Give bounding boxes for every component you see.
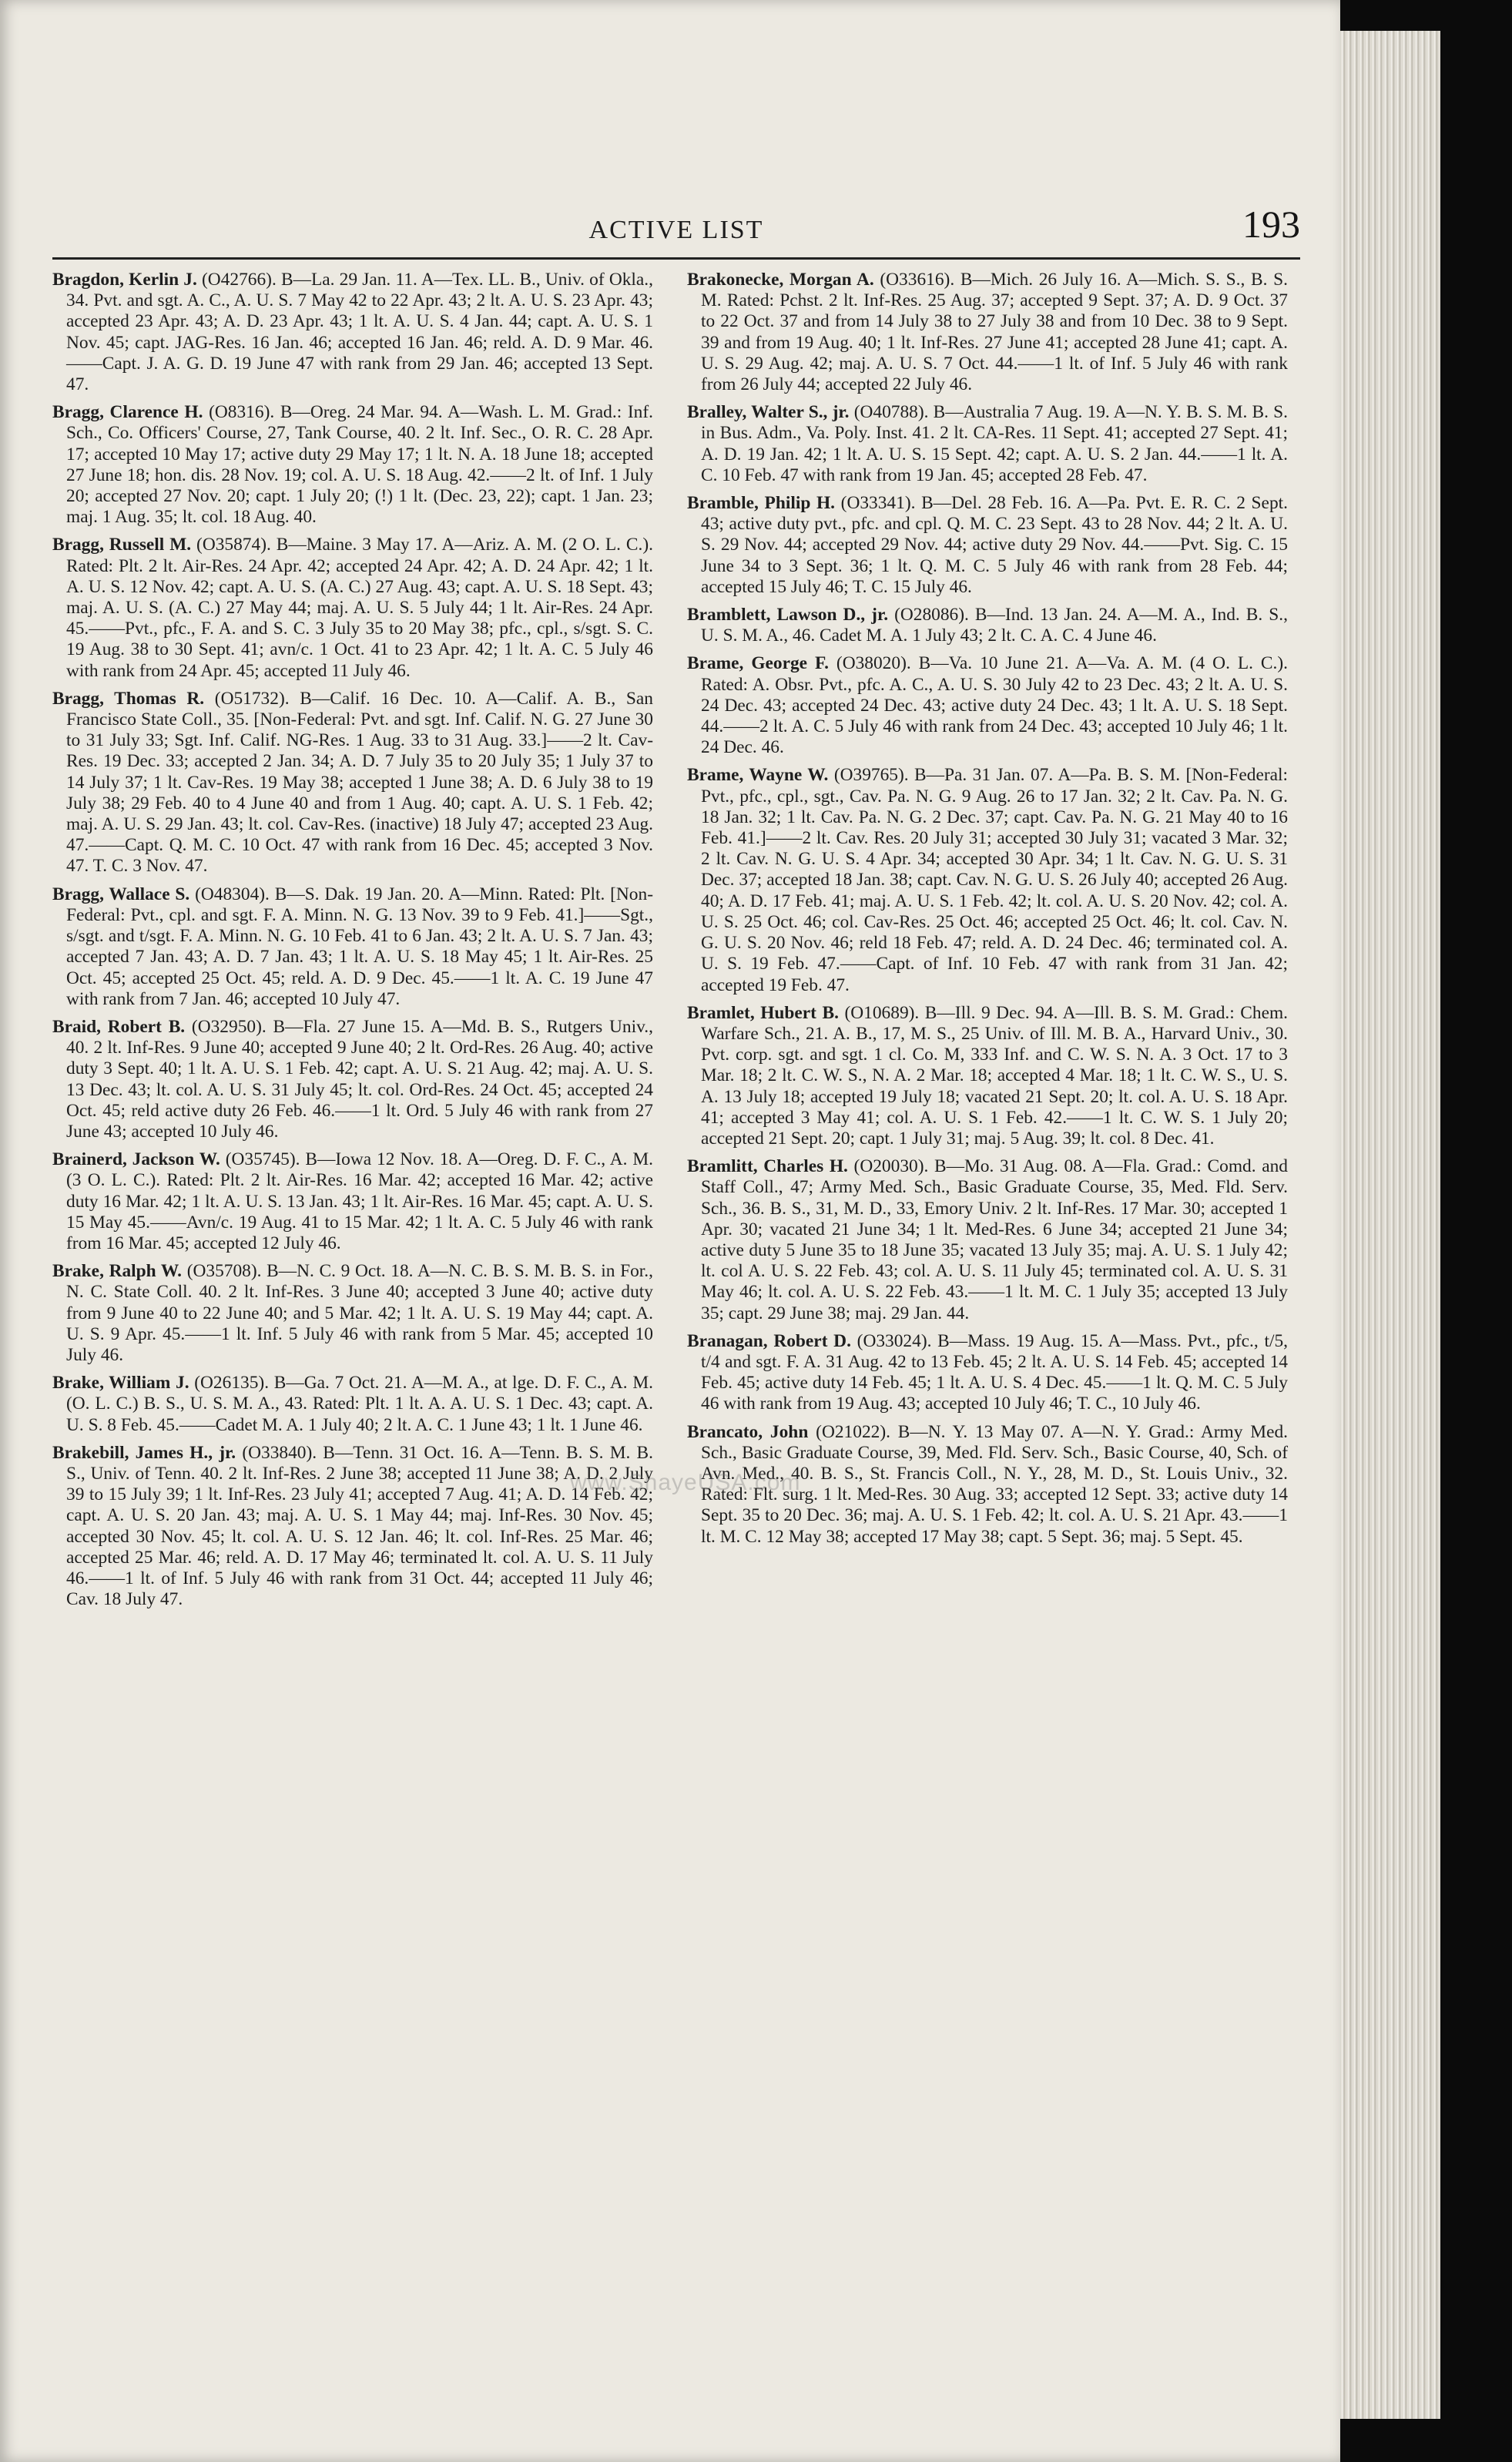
page-stack-edge: [1340, 31, 1440, 2419]
entry: [52, 1017, 653, 1142]
entry-text: (O33840). B—Tenn. 31 Oct. 16. A—Tenn. B. S. M. B. S., Univ. of Tenn. 40. 2 lt. Inf-Res. 2 June 38; accepted 11 June 38; A. D. 2 July 39 to 15 July 39; 1 lt. Inf-Res. 23 July 41; accepted 7 Aug. 41; A. D. 14 Feb. 42; capt. A. U. S. 20 Jan. 43; maj. A. U. S. 1 May 44; maj. Inf-Res. 30 Nov. 45; accepted 30 Nov. 45; lt. col. A. U. S. 12 Jan. 46; lt. col. Inf-Res. 25 Mar. 46; accepted 25 Mar. 46; reld. A. D. 17 May 46; terminated lt. col. A. U. S. 11 July 46.——1 lt. of Inf. 5 July 46 with rank from 31 Oct. 44; accepted 11 July 46; Cav. 18 July 47.: [66, 1442, 653, 1610]
entry-name: Bragdon, Kerlin J.: [52, 270, 197, 290]
entry-text: (O42766). B—La. 29 Jan. 11. A—Tex. LL. B., Univ. of Okla., 34. Pvt. and sgt. A. C., A. U. S. 7 May 42 to 22 Apr. 43; 2 lt. A. U. S. 23 Apr. 43; accepted 23 Apr. 43; A. D. 23 Apr. 43; 1 lt. A. U. S. 4 Jan. 44; capt. A. U. S. 1 Nov. 45; capt. JAG-Res. 16 Jan. 46; accepted 16 Jan. 46; reld. A. D. 9 Mar. 46.——Capt. J. A. G. D. 19 June 47 with rank from 29 Jan. 46; accepted 13 Sept. 47.: [66, 270, 653, 395]
entry-name: Brake, William J.: [52, 1373, 189, 1394]
entry-name: Brake, Ralph W.: [52, 1261, 183, 1282]
entry-name: Brame, Wayne W.: [687, 765, 829, 786]
entry: [687, 402, 1288, 486]
entry-text: (O8316). B—Oreg. 24 Mar. 94. A—Wash. L. M. Grad.: Inf. Sch., Co. Officers' Course, 27, Tank Course, 40. 2 lt. Inf. Sec., O. R. C. 28 Apr. 17; accepted 10 May 17; active duty 29 May 17; 1 lt. N. A. 18 June 18; accepted 27 June 18; hon. dis. 28 Nov. 19; col. A. U. S. 18 Aug. 42.——2 lt. of Inf. 1 July 20; accepted 27 Nov. 20; capt. 1 July 20; (!) 1 lt. (Dec. 23, 22); capt. 1 Jan. 23; maj. 1 Aug. 35; lt. col. 18 Aug. 40.: [66, 402, 653, 528]
entry-name: Bramlitt, Charles H.: [687, 1156, 848, 1177]
entry-text: (O33616). B—Mich. 26 July 16. A—Mich. S. S., B. S. M. Rated: Pchst. 2 lt. Inf-Res. 25 Aug. 37; accepted 9 Sept. 37; A. D. 9 Oct. 37 to 22 Oct. 37 and from 14 July 38 to 27 July 38 and from 10 Dec. 38 to 9 Sept. 39 and from 19 Aug. 40; 1 lt. Inf-Res. 27 June 41; accepted 28 June 41; capt. A. U. S. 29 Aug. 42; maj. A. U. S. 7 Oct. 44.——1 lt. of Inf. 5 July 46 with rank from 26 July 44; accepted 22 July 46.: [701, 270, 1288, 395]
entry: [687, 653, 1288, 758]
entry-text: (O33341). B—Del. 28 Feb. 16. A—Pa. Pvt. E. R. C. 2 Sept. 43; active duty pvt., pfc. and cpl. Q. M. C. 23 Sept. 43 to 28 Nov. 44; 2 lt. A. U. S. 29 Nov. 44; accepted 29 Nov. 44; active duty 29 Nov. 44.——Pvt. Sig. C. 15 June 34 to 3 Sept. 36; 1 lt. Q. M. C. 5 July 46 with rank from 28 Feb. 44; accepted 15 July 46; T. C. 15 July 46.: [701, 493, 1288, 597]
entry: [687, 1331, 1288, 1415]
entry-name: Bramble, Philip H.: [687, 493, 836, 514]
background-shadow: [1440, 0, 1512, 2462]
entry-name: Bragg, Russell M.: [52, 535, 192, 555]
entry: [52, 884, 653, 1010]
entry: [52, 402, 653, 528]
watermark: www.ShayeUSA.com: [570, 1470, 801, 1495]
entry: [52, 270, 653, 395]
right-column: [687, 270, 1288, 1555]
entry-text: (O10689). B—Ill. 9 Dec. 94. A—Ill. B. S. M. Grad.: Chem. Warfare Sch., 21. A. B., 17, M. S., 25 Univ. of Ill. M. B. A., Harvard Univ., 30. Pvt. corp. sgt. and sgt. 1 cl. Co. M, 333 Inf. and C. W. S. N. A. 3 Oct. 17 to 3 Mar. 18; 2 lt. C. W. S., N. A. 2 Mar. 18; accepted 4 Mar. 18; 1 lt. C. W. S., U. S. A. 13 July 18; accepted 19 July 18; vacated 21 Sept. 20; lt. col. A. U. S. 18 Apr. 41; accepted 3 May 41; col. A. U. S. 1 Feb. 42.——1 lt. C. W. S. 1 July 20; accepted 21 Sept. 20; capt. 1 July 31; maj. 5 Aug. 39; lt. col. 8 Dec. 41.: [701, 1002, 1288, 1149]
entry: [52, 1261, 653, 1366]
entry: [52, 535, 653, 681]
entry-name: Brame, George F.: [687, 653, 829, 674]
entry: [687, 493, 1288, 598]
running-title: ACTIVE LIST: [588, 216, 764, 244]
entry: [687, 270, 1288, 395]
entry-text: (O35874). B—Maine. 3 May 17. A—Ariz. A. M. (2 O. L. C.). Rated: Plt. 2 lt. Air-Res. 24 Apr. 42; accepted 24 Apr. 42; A. D. 24 Apr. 42; 1 lt. A. U. S. 12 Nov. 42; capt. A. U. S. (A. C.) 27 Aug. 43; capt. A. U. S. 18 Sept. 43; maj. A. U. S. (A. C.) 27 May 44; maj. A. U. S. 5 July 44; 1 lt. Air-Res. 24 Apr. 45.——Pvt., pfc., F. A. and S. C. 3 July 35 to 20 May 38; pfc., cpl., s/sgt. S. C. 19 Aug. 38 to 30 Sept. 41; avn/c. 1 Oct. 41 to 23 Apr. 42; 1 lt. A. C. 5 July 46 with rank from 24 Apr. 45; accepted 11 July 46.: [66, 535, 653, 681]
entry-text: (O48304). B—S. Dak. 19 Jan. 20. A—Minn. Rated: Plt. [Non-Federal: Pvt., cpl. and sgt. F. A. Minn. N. G. 13 Nov. 39 to 9 Feb. 41.]——Sgt., s/sgt. and t/sgt. F. A. Minn. N. G. 10 Feb. 41 to 6 Jan. 43; 2 lt. A. U. S. 7 Jan. 43; accepted 7 Jan. 43; A. D. 7 Jan. 43; 1 lt. A. U. S. 18 May 45; 1 lt. Air-Res. 25 Oct. 45; accepted 25 Oct. 45; reld. A. D. 9 Dec. 45.——1 lt. A. C. 19 June 47 with rank from 7 Jan. 46; accepted 10 July 47.: [66, 884, 653, 1009]
header-rule: [52, 257, 1300, 260]
entry-name: Bragg, Thomas R.: [52, 688, 205, 709]
entry-name: Bragg, Wallace S.: [52, 884, 190, 904]
entry-name: Bragg, Clarence H.: [52, 402, 203, 423]
entry-text: (O39765). B—Pa. 31 Jan. 07. A—Pa. B. S. M. [Non-Federal: Pvt., pfc., cpl., sgt., Cav. Pa. N. G. 9 Aug. 26 to 17 Jan. 32; 2 lt. Cav. Pa. N. G. 18 Jan. 32; 1 lt. Cav. Pa. N. G. 2 Dec. 37; capt. Cav. Pa. N. G. 21 May 40 to 16 Feb. 41.]——2 lt. Cav. Res. 20 July 31; accepted 30 July 31; vacated 3 Mar. 32; 2 lt. Cav. N. G. U. S. 4 Apr. 34; accepted 30 Apr. 34; 1 lt. Cav. N. G. U. S. 31 Dec. 37; accepted 18 Jan. 38; capt. Cav. N. G. U. S. 26 July 40; accepted 26 Aug. 40; A. D. 17 Feb. 41; maj. A. U. S. 1 Feb. 42; lt. col. A. U. S. 20 Nov. 42; col. A. U. S. 25 Oct. 46; col. Cav-Res. 25 Oct. 46; accepted 25 Oct. 46; lt. col. Cav. N. G. U. S. 20 Nov. 46; reld 18 Feb. 47; reld. A. D. 24 Dec. 46; terminated col. A. U. S. 19 Feb. 47.——Capt. of Inf. 10 Feb. 47 with rank from 31 Jan. 42; accepted 19 Feb. 47.: [701, 765, 1288, 995]
entry-name: Brakonecke, Morgan A.: [687, 270, 874, 290]
entry-text: (O38020). B—Va. 10 June 21. A—Va. A. M. (4 O. L. C.). Rated: A. Obsr. Pvt., pfc. A. C., A. U. S. 30 July 42 to 23 Dec. 43; 2 lt. A. U. S. 24 Dec. 43; accepted 24 Dec. 43; active duty 24 Dec. 43; 1 lt. A. U. S. 18 Sept. 44.——2 lt. A. C. 5 July 46 with rank from 24 Dec. 43; accepted 10 July 46; 1 lt. 24 Dec. 46.: [701, 653, 1288, 758]
page-number: 193: [1242, 203, 1300, 246]
entry-text: (O33024). B—Mass. 19 Aug. 15. A—Mass. Pvt., pfc., t/5, t/4 and sgt. F. A. 31 Aug. 42 to 13 Feb. 45; 2 lt. A. U. S. 14 Feb. 45; accepted 14 Feb. 45; active duty 14 Feb. 45; 1 lt. A. U. S. 4 Dec. 45.——1 lt. Q. M. C. 5 July 46 with rank from 19 Aug. 43; accepted 10 July 46; T. C., 10 July 46.: [701, 1330, 1289, 1414]
entry-name: Bramblett, Lawson D., jr.: [687, 605, 889, 626]
entry: [52, 689, 653, 877]
entry: [52, 1373, 653, 1436]
entry-text: (O32950). B—Fla. 27 June 15. A—Md. B. S., Rutgers Univ., 40. 2 lt. Inf-Res. 9 June 40; accepted 9 June 40; 2 lt. Ord-Res. 26 Aug. 40; active duty 3 Sept. 40; 1 lt. A. U. S. 1 Feb. 42; capt. A. U. S. 21 Aug. 42; maj. A. U. S. 13 Dec. 43; lt. col. A. U. S. 31 July 45; lt. col. Ord-Res. 24 Oct. 45; accepted 24 Oct. 45; reld active duty 26 Feb. 46.——1 lt. Ord. 5 July 46 with rank from 27 June 43; accepted 10 July 46.: [66, 1016, 653, 1142]
entry-text: (O26135). B—Ga. 7 Oct. 21. A—M. A., at lge. D. F. C., A. M. (O. L. C.) B. S., U. S. M. A., 43. Rated: Plt. 1 lt. A. A. U. S. 1 Dec. 43; capt. A. U. S. 8 Feb. 45.——Cadet M. A. 1 July 40; 2 lt. A. C. 1 June 43; 1 lt. 1 June 46.: [66, 1373, 653, 1435]
entry: [687, 1003, 1288, 1149]
entry: [687, 1156, 1288, 1324]
entry-text: (O35745). B—Iowa 12 Nov. 18. A—Oreg. D. F. C., A. M. (3 O. L. C.). Rated: Plt. 2 lt. Air-Res. 16 Mar. 42; accepted 16 Mar. 42; active duty 16 Mar. 42; 1 lt. A. U. S. 13 Jan. 43; 1 lt. Air-Res. 16 Mar. 45; capt. A. U. S. 15 May 45.——Avn/c. 19 Aug. 41 to 15 Mar. 42; 1 lt. A. C. 5 July 46 with rank from 16 Mar. 45; accepted 12 July 46.: [66, 1149, 653, 1253]
left-column: [52, 270, 653, 1617]
entry: [52, 1443, 653, 1611]
page-header: [52, 202, 1300, 256]
entry-name: Bralley, Walter S., jr.: [687, 402, 850, 423]
entry-text: (O35708). B—N. C. 9 Oct. 18. A—N. C. B. S. M. B. S. in For., N. C. State Coll. 40. 2 lt. Inf-Res. 3 June 40; accepted 3 June 40; active duty from 9 June 40 to 22 June 40; and 5 Mar. 42; 1 lt. A. U. S. 19 May 44; capt. A. U. S. 9 Apr. 45.——1 lt. Inf. 5 July 46 with rank from 5 Mar. 45; accepted 10 July 46.: [66, 1261, 653, 1365]
entry-name: Branagan, Robert D.: [687, 1330, 851, 1351]
entry-name: Brainerd, Jackson W.: [52, 1149, 220, 1170]
entry-name: Bramlet, Hubert B.: [687, 1002, 839, 1023]
entry-text: (O51732). B—Calif. 16 Dec. 10. A—Calif. A. B., San Francisco State Coll., 35. [Non-Federal: Pvt. and sgt. Inf. Calif. N. G. 27 June 30 to 31 July 33; Sgt. Inf. Calif. NG-Res. 1 Aug. 33 to 31 Aug. 33.]——2 lt. Cav-Res. 19 Dec. 33; accepted 2 Jan. 34; A. D. 7 July 35 to 20 July 35; 1 July 37 to 14 July 37; 1 lt. Cav-Res. 19 May 38; accepted 1 June 38; A. D. 6 July 38 to 19 July 38; 29 Feb. 40 to 4 June 40 and from 1 Aug. 40; capt. A. U. S. 1 Feb. 42; maj. A. U. S. 29 Jan. 43; lt. col. Cav-Res. (inactive) 18 July 47; accepted 23 Aug. 47.——Capt. Q. M. C. 10 Oct. 47 with rank from 16 Dec. 45; accepted 3 Nov. 47. T. C. 3 Nov. 47.: [66, 688, 653, 877]
entry-text: (O28086). B—Ind. 13 Jan. 24. A—M. A., Ind. B. S., U. S. M. A., 46. Cadet M. A. 1 July 43; 2 lt. C. A. C. 4 June 46.: [701, 605, 1288, 646]
entry: [687, 765, 1288, 995]
entry-name: Brancato, John: [687, 1421, 809, 1442]
entry-text: (O40788). B—Australia 7 Aug. 19. A—N. Y. B. S. M. B. S. in Bus. Adm., Va. Poly. Inst. 41. 2 lt. CA-Res. 11 Sept. 41; accepted 27 Sept. 41; A. D. 19 Jan. 42; 1 lt. A. U. S. 15 Sept. 42; capt. A. U. S. 2 Jan. 44.——1 lt. A. C. 10 Feb. 47 with rank from 19 Jan. 45; accepted 28 Feb. 47.: [701, 402, 1288, 485]
entry-name: Braid, Robert B.: [52, 1016, 186, 1037]
entry: [52, 1149, 653, 1254]
entry-text: (O21022). B—N. Y. 13 May 07. A—N. Y. Grad.: Army Med. Sch., Basic Graduate Course, 39, Med. Fld. Serv. Sch., Basic Course, 40, Sch. of Avn. Med., 40. B. S., St. Francis Coll., N. Y., 28, M. D., St. Louis Univ., 32. Rated: Flt. surg. 1 lt. Med-Res. 30 Aug. 33; accepted 12 Sept. 33; active duty 14 Sept. 35 to 20 Dec. 36; maj. A. U. S. 1 Feb. 42; lt. col. A. U. S. 21 Apr. 43.——1 lt. M. C. 12 May 38; accepted 17 May 38; capt. 5 Sept. 36; maj. 5 Sept. 45.: [701, 1421, 1288, 1547]
entry: [687, 605, 1288, 646]
entry-text: (O20030). B—Mo. 31 Aug. 08. A—Fla. Grad.: Comd. and Staff Coll., 47; Army Med. Sch., Basic Graduate Course, 35, Med. Fld. Serv. Sch., 36. B. S., 31, M. D., 33, Emory Univ. 2 lt. Inf-Res. 17 Mar. 30; accepted 1 Apr. 30; vacated 21 June 34; 1 lt. Med-Res. 6 June 34; accepted 21 June 34; active duty 5 June 35 to 18 June 35; vacated 13 July 35; maj. A. U. S. 1 July 42; lt. col A. U. S. 22 Feb. 43; col. A. U. S. 11 July 45; terminated col. A. U. S. 31 May 46; lt. col. A. U. S. 22 Feb. 43.——1 lt. M. C. 1 July 35; accepted 13 July 35; capt. 29 June 38; maj. 29 Jan. 44.: [701, 1156, 1288, 1323]
entry-name: Brakebill, James H., jr.: [52, 1442, 236, 1463]
